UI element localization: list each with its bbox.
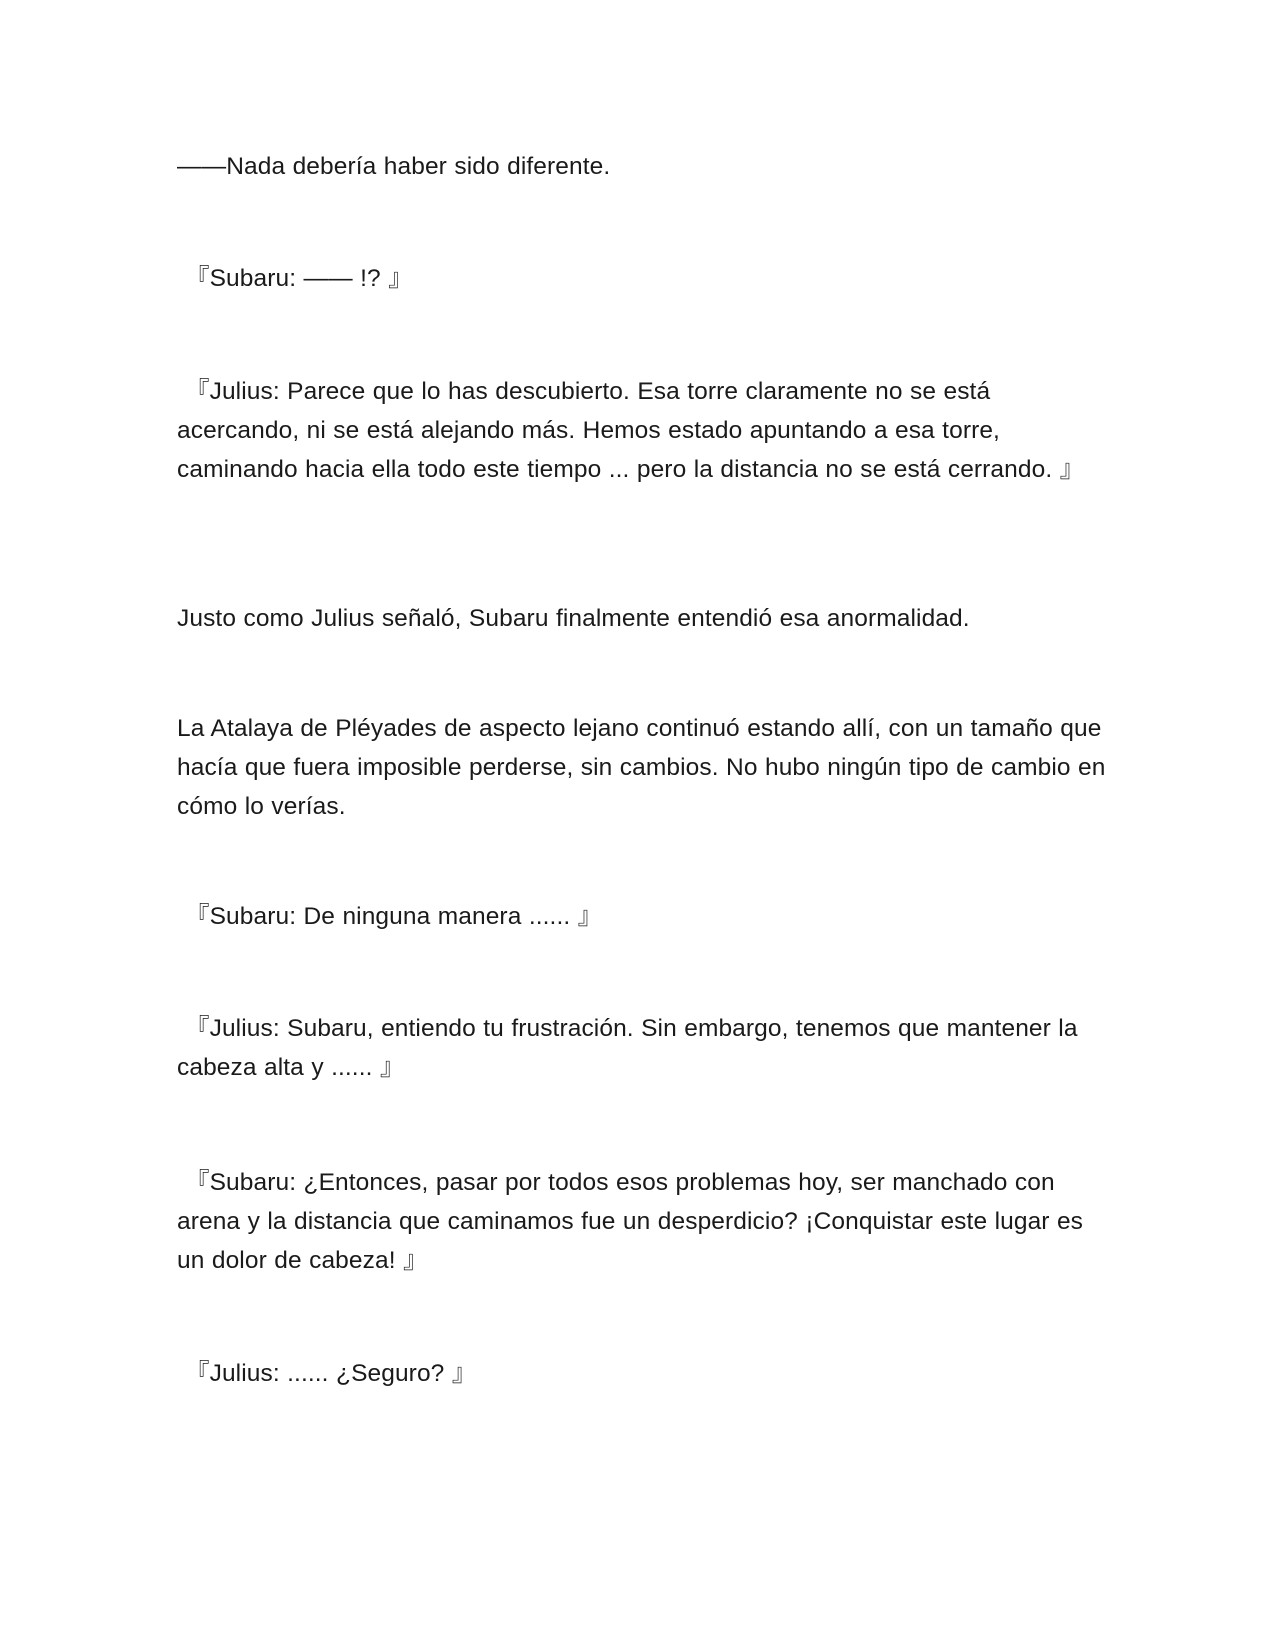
dialogue-subaru: 『Subaru: De ninguna manera ...... 』 [185,903,603,930]
dialogue-julius: 『Julius: ...... ¿Seguro? 』 [185,1360,477,1387]
dialogue-subaru: 『Subaru: ¿Entonces, pasar por todos esos problemas hoy, ser manchado con arena y la distancia que caminamos fue un desperdicio? ¡Conquistar este lugar es un dolor de cabeza! 』 [177,1169,1084,1274]
narration-paragraph: ——Nada debería haber sido diferente. [177,153,611,180]
narration-paragraph: Justo como Julius señaló, Subaru finalmente entendió esa anormalidad. [177,605,970,632]
dialogue-julius: 『Julius: Parece que lo has descubierto. Esa torre claramente no se está acercando, ni se está alejando más. Hemos estado apuntando a esa torre, caminando hacia ella todo este tiempo ... pero la distancia no se está cerrando. 』 [177,378,1085,483]
dialogue-subaru: 『Subaru: —— !? 』 [185,265,413,292]
narration-paragraph: La Atalaya de Pléyades de aspecto lejano continuó estando allí, con un tamaño que hacía que fuera imposible perderse, sin cambios. No hubo ningún tipo de cambio en cómo lo verías. [177,715,1106,820]
dialogue-julius: 『Julius: Subaru, entiendo tu frustración. Sin embargo, tenemos que mantener la cabeza alta y ...... 』 [177,1015,1078,1081]
